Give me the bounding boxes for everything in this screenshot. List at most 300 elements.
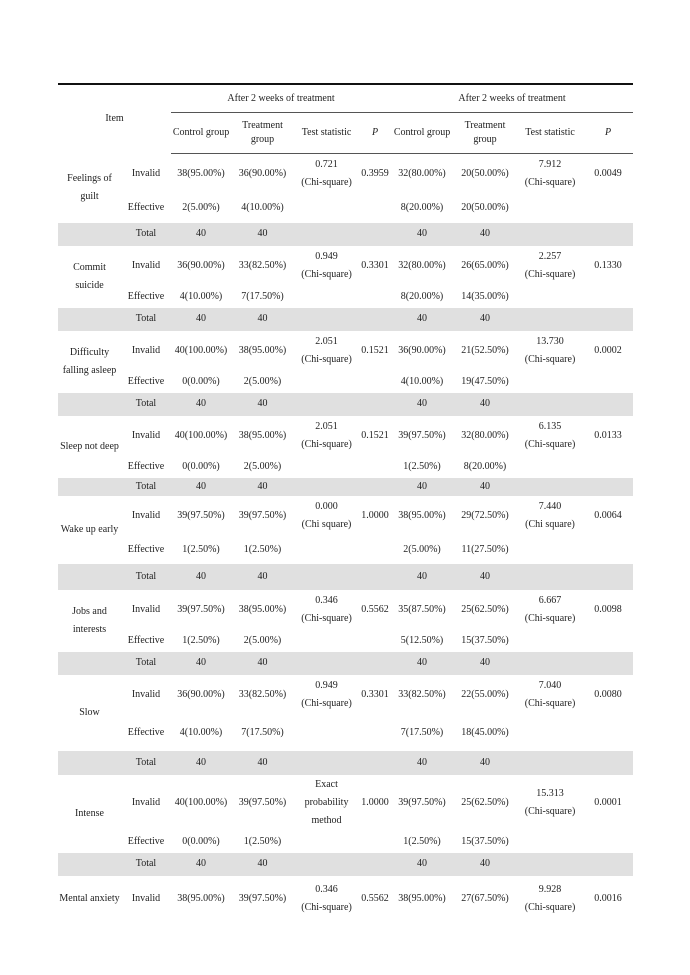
control-value: 0(0.00%) — [182, 460, 220, 472]
empty-cell — [517, 831, 583, 853]
test-statistic-cell — [517, 496, 583, 536]
empty-cell — [583, 652, 633, 675]
table-row — [58, 286, 633, 308]
statistic-method: (Chi-square) — [524, 805, 576, 817]
p-value: 0.0064 — [594, 509, 622, 521]
control-value: 4(10.00%) — [400, 375, 444, 387]
control-value: 40(100.00%) — [174, 429, 228, 441]
empty-cell — [294, 194, 359, 223]
control-value: 1(2.50%) — [403, 835, 441, 847]
treatment-value: 14(35.00%) — [461, 290, 509, 302]
control-value: 1(2.50%) — [182, 543, 220, 555]
treatment-value: 1(2.50%) — [243, 543, 282, 555]
empty-cell — [294, 478, 359, 496]
p-value: 0.5562 — [361, 603, 389, 615]
table-row — [58, 416, 633, 456]
treatment-value: 4(10.00%) — [241, 202, 284, 213]
empty-cell — [359, 286, 391, 308]
table-row — [58, 456, 633, 478]
invalid-label: Invalid — [131, 167, 161, 179]
statistic-value: 7.040 — [538, 679, 562, 691]
treatment-total: 40 — [453, 393, 517, 416]
empty-cell — [359, 564, 391, 590]
test-statistic-cell — [517, 154, 583, 194]
empty-cell — [583, 536, 633, 564]
total-row — [58, 564, 633, 590]
empty-cell — [583, 393, 633, 416]
empty-cell — [359, 308, 391, 331]
statistic-method: (Chi-square) — [301, 353, 352, 365]
empty-cell — [517, 194, 583, 223]
empty-cell — [583, 751, 633, 775]
statistic-method: (Chi-square) — [301, 612, 352, 624]
statistic-value: 7.440 — [538, 500, 562, 512]
control-total: 40 — [171, 652, 231, 675]
treatment-value: 8(20.00%) — [463, 460, 507, 472]
total-row — [58, 308, 633, 331]
empty-cell — [517, 223, 583, 246]
total-label: Total — [121, 751, 171, 775]
table-row — [58, 876, 633, 922]
empty-cell — [517, 652, 583, 675]
control-value: 39(97.50%) — [177, 509, 225, 521]
invalid-label: Invalid — [131, 509, 161, 521]
total-label: Total — [121, 564, 171, 590]
empty-cell — [517, 308, 583, 331]
treatment-total: 40 — [231, 564, 294, 590]
statistic-method: (Chi-square) — [524, 612, 576, 624]
invalid-label: Invalid — [131, 892, 161, 904]
test-statistic-cell — [294, 675, 359, 715]
item-label: Feelings of guilt — [67, 173, 112, 202]
table-row — [58, 775, 633, 831]
treatment-value: 26(65.00%) — [461, 259, 509, 271]
control-group-header: Control group — [391, 113, 453, 154]
test-statistic-cell — [294, 590, 359, 630]
control-value: 36(90.00%) — [398, 344, 446, 356]
p-value: 0.5562 — [361, 892, 389, 904]
test-statistic-cell — [517, 416, 583, 456]
table-body — [58, 154, 633, 922]
effective-label: Effective — [127, 543, 165, 555]
statistic-value: 7.912 — [538, 158, 562, 170]
item-label: Sleep not deep — [60, 440, 119, 452]
total-row — [58, 652, 633, 675]
item-label: Wake up early — [60, 523, 119, 535]
p-value: 0.0002 — [594, 344, 622, 356]
treatment-value: 32(80.00%) — [461, 429, 509, 441]
statistic-method: (Chi-square) — [524, 176, 576, 188]
control-value: 35(87.50%) — [398, 603, 446, 615]
statistic-value: Exact probability method — [304, 778, 349, 826]
empty-cell — [359, 371, 391, 393]
control-value: 0(0.00%) — [182, 375, 220, 387]
control-value: 4(10.00%) — [179, 290, 223, 302]
empty-cell — [517, 853, 583, 876]
empty-cell — [294, 371, 359, 393]
statistic-value: 0.949 — [315, 679, 338, 691]
total-label: Total — [121, 853, 171, 876]
total-label: Total — [121, 223, 171, 246]
empty-cell — [583, 308, 633, 331]
empty-cell — [583, 478, 633, 496]
statistic-value: 6.135 — [538, 420, 562, 432]
total-label: Total — [121, 478, 171, 496]
empty-cell — [359, 194, 391, 223]
control-value: 38(95.00%) — [398, 892, 446, 904]
empty-cell — [294, 831, 359, 853]
control-total: 40 — [391, 853, 453, 876]
test-statistic-header: Test statistic — [517, 113, 583, 154]
test-statistic-cell — [294, 876, 359, 922]
statistic-value: 0.721 — [315, 158, 338, 170]
statistic-method: (Chi-square) — [301, 268, 352, 280]
empty-cell — [294, 652, 359, 675]
empty-cell — [294, 286, 359, 308]
control-value: 38(95.00%) — [177, 892, 225, 904]
treatment-value: 2(5.00%) — [243, 634, 282, 646]
treatment-total: 40 — [453, 478, 517, 496]
p-value: 0.1330 — [594, 259, 622, 271]
p-value: 0.0049 — [594, 167, 622, 179]
effective-label: Effective — [127, 290, 165, 302]
statistic-value: 0.346 — [315, 883, 338, 895]
treatment-value: 7(17.50%) — [241, 290, 284, 302]
p-value: 0.0080 — [594, 688, 622, 700]
total-label: Total — [121, 652, 171, 675]
empty-cell — [517, 564, 583, 590]
total-row — [58, 478, 633, 496]
treatment-value: 20(50.00%) — [461, 202, 509, 213]
control-value: 39(97.50%) — [398, 429, 446, 441]
table-row — [58, 715, 633, 751]
control-value: 38(95.00%) — [177, 167, 225, 179]
empty-cell — [294, 751, 359, 775]
treatment-total: 40 — [231, 308, 294, 331]
test-statistic-header: Test statistic — [294, 113, 359, 154]
test-statistic-cell — [517, 246, 583, 286]
treatment-total: 40 — [231, 751, 294, 775]
total-label: Total — [121, 308, 171, 331]
treatment-value: 18(45.00%) — [461, 726, 509, 738]
results-table — [58, 83, 633, 922]
empty-cell — [294, 536, 359, 564]
empty-cell — [517, 371, 583, 393]
empty-cell — [359, 853, 391, 876]
total-label: Total — [121, 393, 171, 416]
empty-cell — [359, 536, 391, 564]
empty-cell — [359, 630, 391, 652]
empty-cell — [583, 223, 633, 246]
treatment-value: 19(47.50%) — [461, 375, 509, 387]
empty-cell — [58, 223, 121, 246]
test-statistic-cell — [294, 246, 359, 286]
control-total: 40 — [171, 223, 231, 246]
treatment-total: 40 — [453, 652, 517, 675]
control-value: 1(2.50%) — [182, 634, 220, 646]
item-label: Intense — [75, 807, 104, 819]
control-value: 32(80.00%) — [398, 259, 446, 271]
treatment-value: 36(90.00%) — [238, 167, 287, 179]
control-value: 8(20.00%) — [400, 202, 444, 213]
empty-cell — [583, 715, 633, 751]
control-value: 39(97.50%) — [177, 603, 225, 615]
invalid-label: Invalid — [131, 429, 161, 441]
table-row — [58, 496, 633, 536]
control-value: 36(90.00%) — [177, 688, 225, 700]
item-label: Commit suicide — [73, 261, 106, 291]
invalid-label: Invalid — [131, 603, 161, 615]
effective-label: Effective — [127, 634, 165, 646]
empty-cell — [359, 652, 391, 675]
treatment-value: 15(37.50%) — [461, 835, 509, 847]
p-value: 0.0016 — [594, 892, 622, 904]
empty-cell — [294, 564, 359, 590]
control-total: 40 — [171, 564, 231, 590]
treatment-value: 33(82.50%) — [238, 259, 287, 271]
effective-label: Effective — [127, 460, 165, 472]
treatment-value: 21(52.50%) — [461, 344, 509, 356]
control-value: 32(80.00%) — [398, 167, 446, 179]
treatment-value: 20(50.00%) — [461, 167, 509, 179]
p-value: 0.3301 — [361, 259, 389, 271]
empty-cell — [58, 853, 121, 876]
effective-label: Effective — [127, 202, 165, 213]
empty-cell — [583, 371, 633, 393]
statistic-method: (Chi-square) — [524, 353, 576, 365]
total-row — [58, 751, 633, 775]
empty-cell — [58, 652, 121, 675]
empty-cell — [583, 564, 633, 590]
treatment-value: 33(82.50%) — [238, 688, 287, 700]
empty-cell — [294, 630, 359, 652]
table-row — [58, 246, 633, 286]
empty-cell — [58, 751, 121, 775]
p-value: 0.1521 — [361, 344, 389, 356]
p-value: 0.0098 — [594, 603, 622, 615]
test-statistic-cell — [517, 775, 583, 831]
treatment-total: 40 — [453, 853, 517, 876]
control-total: 40 — [391, 393, 453, 416]
control-total: 40 — [391, 652, 453, 675]
empty-cell — [359, 478, 391, 496]
statistic-method: (Chi-square) — [524, 268, 576, 280]
statistic-method: (Chi-square) — [301, 697, 352, 709]
control-value: 1(2.50%) — [403, 460, 441, 472]
empty-cell — [583, 630, 633, 652]
p-value: 0.3301 — [361, 688, 389, 700]
invalid-label: Invalid — [131, 688, 161, 700]
treatment-value: 7(17.50%) — [241, 726, 284, 738]
treatment-total: 40 — [453, 223, 517, 246]
control-total: 40 — [171, 853, 231, 876]
control-value: 2(5.00%) — [182, 202, 220, 213]
control-total: 40 — [171, 478, 231, 496]
control-total: 40 — [171, 308, 231, 331]
empty-cell — [583, 853, 633, 876]
test-statistic-cell — [517, 331, 583, 371]
table-row — [58, 371, 633, 393]
treatment-value: 39(97.50%) — [238, 509, 287, 521]
statistic-value: 2.051 — [315, 335, 338, 347]
empty-cell — [517, 751, 583, 775]
invalid-label: Invalid — [131, 796, 161, 808]
p-header: P — [583, 113, 633, 154]
table-row — [58, 536, 633, 564]
empty-cell — [294, 223, 359, 246]
empty-cell — [294, 715, 359, 751]
test-statistic-cell — [294, 496, 359, 536]
treatment-total: 40 — [453, 564, 517, 590]
item-label: Difficulty falling asleep — [62, 346, 117, 376]
empty-cell — [359, 715, 391, 751]
control-total: 40 — [391, 223, 453, 246]
empty-cell — [359, 223, 391, 246]
statistic-method: (Chi-square) — [301, 901, 352, 913]
total-row — [58, 853, 633, 876]
table-row — [58, 590, 633, 630]
table-row — [58, 154, 633, 194]
control-total: 40 — [171, 751, 231, 775]
p-value: 0.1521 — [361, 429, 389, 441]
control-total: 40 — [391, 564, 453, 590]
treatment-value: 27(67.50%) — [461, 892, 509, 904]
treatment-value: 25(62.50%) — [461, 796, 509, 808]
empty-cell — [58, 478, 121, 496]
empty-cell — [517, 715, 583, 751]
p-value: 1.0000 — [361, 796, 389, 808]
empty-cell — [58, 564, 121, 590]
table-row — [58, 331, 633, 371]
empty-cell — [294, 853, 359, 876]
effective-label: Effective — [127, 375, 165, 387]
treatment-group-header: Treatment group — [231, 113, 294, 154]
control-value: 36(90.00%) — [177, 259, 225, 271]
treatment-total: 40 — [231, 223, 294, 246]
empty-cell — [58, 308, 121, 331]
control-value: 39(97.50%) — [398, 796, 446, 808]
p-value: 0.3959 — [361, 167, 389, 179]
test-statistic-cell — [517, 876, 583, 922]
item-label: Mental anxiety — [59, 892, 120, 904]
empty-cell — [517, 478, 583, 496]
treatment-total: 40 — [231, 393, 294, 416]
effective-label: Effective — [127, 726, 165, 738]
control-group-header: Control group — [171, 113, 231, 154]
control-total: 40 — [171, 393, 231, 416]
empty-cell — [517, 630, 583, 652]
empty-cell — [583, 286, 633, 308]
statistic-value: 6.667 — [538, 594, 562, 606]
empty-cell — [517, 393, 583, 416]
treatment-total: 40 — [231, 652, 294, 675]
control-value: 8(20.00%) — [400, 290, 444, 302]
invalid-label: Invalid — [131, 344, 161, 356]
treatment-value: 29(72.50%) — [461, 509, 509, 521]
treatment-value: 38(95.00%) — [238, 344, 287, 356]
statistic-value: 0.949 — [315, 250, 338, 262]
statistic-value: 9.928 — [538, 883, 562, 895]
treatment-value: 39(97.50%) — [238, 796, 287, 808]
treatment-value: 1(2.50%) — [243, 835, 282, 847]
treatment-value: 38(95.00%) — [238, 429, 287, 441]
treatment-value: 15(37.50%) — [461, 634, 509, 646]
control-value: 7(17.50%) — [400, 726, 444, 738]
treatment-group-header: Treatment group — [453, 113, 517, 154]
treatment-total: 40 — [453, 751, 517, 775]
empty-cell — [583, 456, 633, 478]
statistic-method: (Chi-square) — [524, 438, 576, 450]
empty-cell — [359, 393, 391, 416]
statistic-method: (Chi-square) — [524, 697, 576, 709]
empty-cell — [583, 194, 633, 223]
control-value: 40(100.00%) — [174, 796, 228, 808]
statistic-method: (Chi-square) — [524, 901, 576, 913]
empty-cell — [294, 393, 359, 416]
treatment-value: 25(62.50%) — [461, 603, 509, 615]
empty-cell — [294, 456, 359, 478]
empty-cell — [359, 751, 391, 775]
treatment-value: 22(55.00%) — [461, 688, 509, 700]
test-statistic-cell — [294, 154, 359, 194]
statistic-method: (Chi square) — [525, 518, 575, 530]
total-row — [58, 223, 633, 246]
statistic-method: (Chi-square) — [301, 176, 352, 188]
effective-label: Effective — [127, 835, 165, 847]
control-value: 40(100.00%) — [174, 344, 228, 356]
empty-cell — [583, 831, 633, 853]
test-statistic-cell — [517, 675, 583, 715]
statistic-value: 15.313 — [536, 787, 564, 799]
treatment-total: 40 — [231, 478, 294, 496]
treatment-value: 2(5.00%) — [243, 375, 282, 387]
treatment-value: 38(95.00%) — [238, 603, 287, 615]
statistic-value: 2.051 — [315, 420, 338, 432]
control-total: 40 — [391, 751, 453, 775]
control-value: 5(12.50%) — [400, 634, 444, 646]
empty-cell — [359, 456, 391, 478]
p-value: 0.0001 — [594, 796, 622, 808]
test-statistic-cell — [294, 331, 359, 371]
statistic-method: (Chi square) — [301, 518, 352, 530]
empty-cell — [517, 536, 583, 564]
empty-cell — [294, 308, 359, 331]
total-row — [58, 393, 633, 416]
empty-cell — [359, 831, 391, 853]
treatment-total: 40 — [453, 308, 517, 331]
statistic-value: 2.257 — [538, 250, 562, 262]
control-total: 40 — [391, 478, 453, 496]
test-statistic-cell — [517, 590, 583, 630]
test-statistic-cell — [294, 775, 359, 831]
p-value: 1.0000 — [361, 509, 389, 521]
item-label: Slow — [79, 706, 100, 718]
statistic-value: 13.730 — [536, 335, 564, 347]
control-value: 2(5.00%) — [403, 543, 441, 555]
p-value: 0.0133 — [594, 429, 622, 441]
item-label: Jobs and interests — [72, 605, 107, 635]
test-statistic-cell — [294, 416, 359, 456]
empty-cell — [517, 456, 583, 478]
treatment-value: 39(97.50%) — [238, 892, 287, 904]
statistic-value: 0.000 — [315, 500, 338, 512]
treatment-value: 11(27.50%) — [461, 543, 509, 555]
table-row — [58, 194, 633, 223]
control-value: 38(95.00%) — [398, 509, 446, 521]
statistic-method: (Chi-square) — [301, 438, 352, 450]
statistic-value: 0.346 — [315, 594, 338, 606]
table-row — [58, 630, 633, 652]
